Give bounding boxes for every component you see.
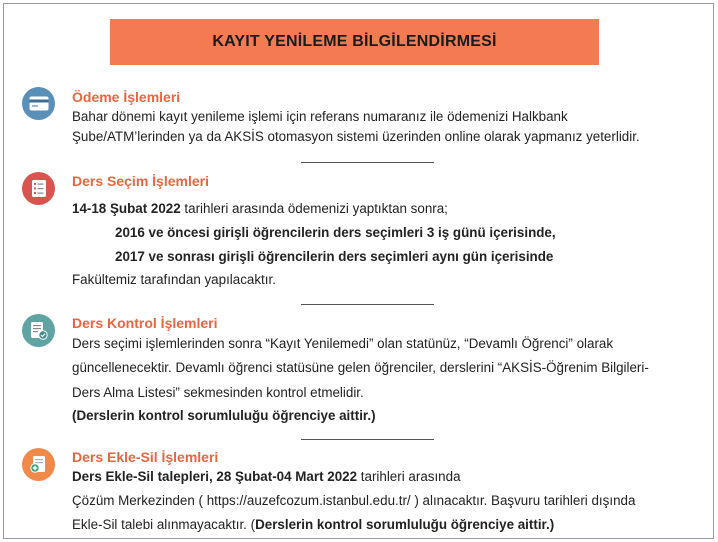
ders-secim-line-2 <box>115 224 556 242</box>
ders-kontrol-line-4 <box>72 407 376 425</box>
section-title-ders-ekle-sil: Ders Ekle-Sil İşlemleri <box>72 449 219 465</box>
ders-kontrol-line-1: Ders seçimi işlemlerinden sonra “Kayıt Yenilemedi” olan statünüz, “Devamlı Öğrenci” olarak <box>72 336 614 351</box>
ders-ekle-sil-responsibility: Derslerin kontrol sorumluluğu öğrenciye aittir.) <box>255 517 555 532</box>
odeme-line-2: Şube/ATM’lerinden ya da AKSİS otomasyon sistemi üzerinden online olarak yapmanız yeterlidir. <box>72 129 640 144</box>
ders-secim-line-3 <box>115 248 553 266</box>
ders-ekle-sil-line-2: Çözüm Merkezinden ( https://auzefcozum.istanbul.edu.tr/ ) alınacaktır. Başvuru tarihleri dışında <box>72 493 636 508</box>
ders-kontrol-line-2: güncellenecektir. Devamlı öğrenci statüsüne gelen öğrenciler, derslerini “AKSİS-Öğrenim Bilgileri- <box>72 360 649 375</box>
ders-secim-line-3-text: 2017 ve sonrası girişli öğrencilerin ders seçimleri aynı gün içerisinde <box>115 249 554 264</box>
ders-secim-line-2-text: 2016 ve öncesi girişli öğrencilerin ders seçimleri 3 iş günü içerisinde, <box>115 225 556 240</box>
ders-secim-line-1-rest: tarihleri arasında ödemenizi yaptıktan sonra; <box>180 201 448 216</box>
divider <box>301 162 434 163</box>
page-title: KAYIT YENİLEME BİLGİLENDİRMESİ <box>212 33 497 50</box>
ders-kontrol-line-3: Ders Alma Listesi” sekmesinden kontrol etmelidir. <box>72 385 364 400</box>
checklist-icon <box>22 172 55 205</box>
ders-secim-line-1 <box>72 200 448 218</box>
ders-ekle-sil-line-3 <box>72 516 554 534</box>
ders-ekle-sil-line-3-start: Ekle-Sil talebi alınmayacaktır. ( <box>72 517 256 532</box>
divider <box>301 304 434 305</box>
title-banner <box>110 19 599 65</box>
section-title-ders-secim: Ders Seçim İşlemleri <box>72 173 209 189</box>
credit-card-icon <box>22 87 55 120</box>
document-check-icon <box>22 314 55 347</box>
ders-kontrol-responsibility: (Derslerin kontrol sorumluluğu öğrenciye aittir.) <box>72 408 376 423</box>
ders-secim-date: 14-18 Şubat 2022 <box>72 201 181 216</box>
ders-secim-line-4: Fakültemiz tarafından yapılacaktır. <box>72 272 276 287</box>
ders-ekle-sil-dates: Ders Ekle-Sil talepleri, 28 Şubat-04 Mart 2022 <box>72 469 358 484</box>
odeme-line-1: Bahar dönemi kayıt yenileme işlemi için referans numaranız ile ödemenizi Halkbank <box>72 109 568 124</box>
ders-ekle-sil-line-1 <box>72 468 461 486</box>
document-add-icon <box>22 448 55 481</box>
ders-ekle-sil-line-1-rest: tarihleri arasında <box>357 469 461 484</box>
section-title-ders-kontrol: Ders Kontrol İşlemleri <box>72 315 218 331</box>
divider <box>301 439 434 440</box>
section-title-odeme: Ödeme İşlemleri <box>72 89 181 105</box>
